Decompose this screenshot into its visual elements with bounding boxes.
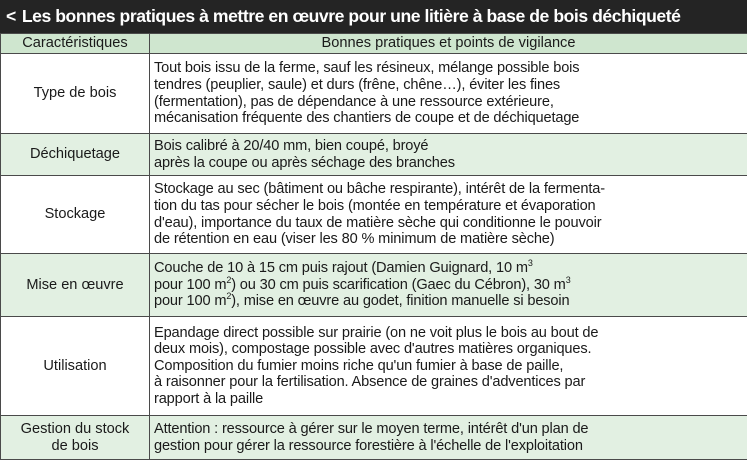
row-label: Stockage	[1, 176, 150, 254]
table-title-bar	[0, 0, 747, 33]
row-text: Couche de 10 à 15 cm puis rajout (Damien Guignard, 10 $m^3$ pour 100 $m^2$) ou 30 cm puis scarification (Gaec du Cébron), 30 $m^3$ pour 100 $m^2$), mise en œuvre au godet, finition manuelle si besoin	[150, 254, 747, 317]
table-row	[1, 134, 747, 176]
row-text: Stockage au sec (bâtiment ou bâche respirante), intérêt de la fermenta- tion du tas pour sécher le bois (montée en température et évaporation d'eau), importance du taux de matière sèche qui conditionne le pouvoir de rétention en eau (viser les 80 % minimum de matière sèche)	[150, 176, 747, 254]
chevron-left-icon: <	[6, 6, 16, 26]
table-row	[1, 416, 747, 460]
row-label: Type de bois	[1, 54, 150, 134]
header-characteristics: Caractéristiques	[1, 34, 150, 54]
row-label: Gestion du stock de bois	[1, 416, 150, 460]
row-label: Mise en œuvre	[1, 254, 150, 317]
table-row	[1, 317, 747, 416]
table-row	[1, 176, 747, 254]
row-text: Tout bois issu de la ferme, sauf les résineux, mélange possible bois tendres (peuplier, saule) et durs (frêne, chêne…), éviter les fines (fermentation), pas de dépendance à une ressource extérieure, mécanisation fréquente des chantiers de coupe et de déchiquetage	[150, 54, 747, 134]
row-text: Attention : ressource à gérer sur le moyen terme, intérêt d'un plan de gestion pour gérer la ressource forestière à l'échelle de l'exploitation	[150, 416, 747, 460]
row-label: Utilisation	[1, 317, 150, 416]
row-text: Epandage direct possible sur prairie (on ne voit plus le bois au bout de deux mois), compostage possible avec d'autres matières organiques. Composition du fumier moins riche qu'un fumier à base de paille, à raisonner pour la fertilisation. Absence de graines d'adventices par rapport à la paille	[150, 317, 747, 416]
table-header-row	[1, 34, 747, 54]
row-label: Déchiquetage	[1, 134, 150, 176]
table-row	[1, 54, 747, 134]
table-title: Les bonnes pratiques à mettre en œuvre pour une litière à base de bois déchiqueté	[21, 6, 681, 26]
practices-table	[0, 33, 747, 460]
header-practices: Bonnes pratiques et points de vigilance	[150, 34, 747, 54]
table-row	[1, 254, 747, 317]
row-text: Bois calibré à 20/40 mm, bien coupé, broyé après la coupe ou après séchage des branches	[150, 134, 747, 176]
